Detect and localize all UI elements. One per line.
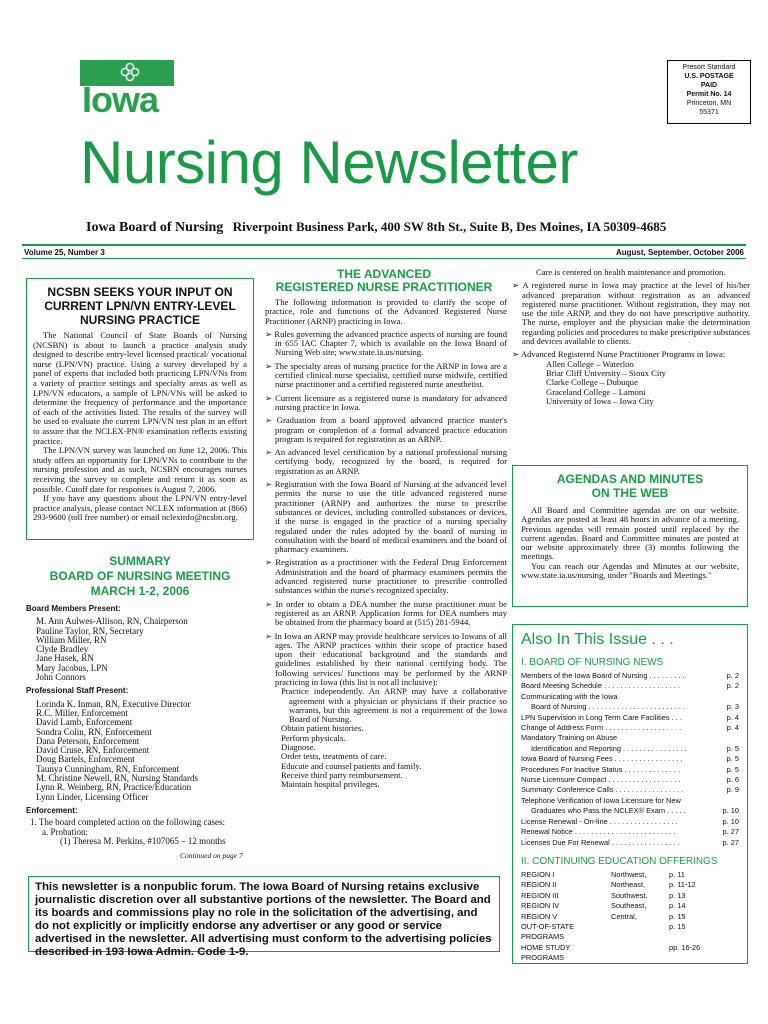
continued-note: Continued on page 7 xyxy=(180,851,243,860)
education-entry xyxy=(521,880,739,890)
presort-line: U.S. POSTAGE xyxy=(684,73,734,80)
toc-entry-page: p. 4 xyxy=(726,712,739,722)
list-item: Clyde Bradley xyxy=(36,644,89,655)
toc-entry-title: Mandatory Training on Abuse xyxy=(521,733,618,743)
education-entry xyxy=(521,943,739,964)
header-rule xyxy=(22,258,746,259)
region-name: REGION IV xyxy=(521,901,560,911)
issue-line xyxy=(24,248,744,257)
region-name: REGION V xyxy=(521,911,558,921)
list-item: John Connors xyxy=(36,672,86,683)
list-item: Clarke College – Dubuque xyxy=(546,377,638,388)
arnp-bullet: ➢ The specialty areas of nursing practice for the ARNP in Iowa are a certified clinical nurse specialist, certified nurse midwife, certified nurse practitioner and a certified registered nurse anesthetist. xyxy=(265,360,507,390)
toc-entry-page: p. 27 xyxy=(722,837,739,847)
logo-wordmark: Iowa xyxy=(82,79,159,120)
list-item: Jane Hasek, RN xyxy=(36,653,94,664)
region-area: Northeast, xyxy=(611,880,646,890)
program-list xyxy=(546,360,750,406)
toc-entry-title: Board of Nursing . . . . . . . . . . . . . . . . . . . . . . . . xyxy=(531,702,686,712)
board-name: Iowa Board of Nursing xyxy=(86,220,224,235)
toc-entry xyxy=(521,775,739,785)
toc-entry-page: p. 5 xyxy=(726,764,739,774)
arnp-bullet: ➢ Advanced Registered Nurse Practitioner Programs in Iowa: xyxy=(512,349,726,360)
region-name: REGION II xyxy=(521,880,557,890)
toc-entry-title: Nurse Licensure Compact . . . . . . . . . . . . . . . . . . xyxy=(521,775,681,785)
region-page: p. 15 xyxy=(669,921,686,931)
region-page: p. 15 xyxy=(669,911,686,921)
toc-entry-title: Board Meeting Schedule . . . . . . . . . . . . . . . . . . . xyxy=(521,681,680,691)
toc-entry-page: p. 4 xyxy=(726,723,739,733)
region-page: p. 11 xyxy=(669,869,685,879)
presort-line: Permit No. 14 xyxy=(686,91,732,98)
service-item: Perform physicals. xyxy=(281,732,346,743)
education-entry xyxy=(521,891,739,901)
summary-body xyxy=(26,604,256,846)
list-item: Dana Peterson, Enforcement xyxy=(36,735,140,746)
ncsbn-paragraph: The LPN/VN survey was launched on June 12, 2006. This study offers an opportunity for LPN/VNs to contribute to the nursing profession and as such, NCSBN encourages nurses receiving the survey to complete and return it as soon as possible. Cutoff date for responses is August 7, 2006. xyxy=(33,445,247,494)
toc-section-heading: II. CONTINUING EDUCATION OFFERINGS xyxy=(521,855,718,867)
education-list xyxy=(521,870,739,964)
members-label: Board Members Present: xyxy=(26,604,121,613)
toc-entry-title: Identification and Reporting . . . . . . . . . . . . . . . . xyxy=(531,743,687,753)
list-item: William Miller, RN xyxy=(36,634,107,645)
presort-line: 55371 xyxy=(699,109,719,116)
list-item: Lynn Linder, Licensing Officer xyxy=(36,791,149,802)
toc-entry xyxy=(521,765,739,775)
toc-entry-page: p. 2 xyxy=(726,681,739,691)
list-item: Allen College – Waterloo xyxy=(546,358,634,369)
arnp-article xyxy=(265,298,507,790)
agenda-heading-line: AGENDAS AND MINUTES xyxy=(556,472,704,486)
toc-entry xyxy=(521,806,739,816)
list-item: Lynn R. Weinberg, RN, Practice/Education xyxy=(36,782,192,793)
region-area: Southeast, xyxy=(611,901,647,911)
toc-section-heading: I. BOARD OF NURSING NEWS xyxy=(521,657,664,668)
arnp-heading-line: THE ADVANCED xyxy=(336,267,431,281)
arnp-heading-line: REGISTERED NURSE PRACTITIONER xyxy=(275,280,493,294)
volume: Volume 25, Number 3 xyxy=(24,248,105,257)
list-item: University of Iowa – Iowa City xyxy=(546,395,654,406)
education-entry xyxy=(521,901,739,911)
list-item: M. Christine Newell, RN, Nursing Standards xyxy=(36,773,198,784)
toc-entry xyxy=(521,692,739,702)
toc-entry-title: Members of the Iowa Board of Nursing . . . . . . . . . xyxy=(521,671,685,680)
list-item: R.C. Miller, Enforcement xyxy=(36,707,128,718)
toc-entry xyxy=(521,744,739,754)
toc-entry-page: p. 9 xyxy=(726,785,739,795)
toc-heading: Also In This Issue . . . xyxy=(521,631,674,648)
members-list xyxy=(36,617,256,682)
toc-entry-page: p. 5 xyxy=(726,754,739,764)
arnp-bullet: ➢ Graduation from a board approved advanced practice master's program or completion of a formal advanced practice education program is required for registration as an ARNP. xyxy=(265,415,507,444)
enforcement-line: a. Probation: xyxy=(42,826,88,837)
newsletter-title: Nursing Newsletter xyxy=(80,129,578,196)
list-item: Graceland College – Lamoni xyxy=(546,386,646,397)
list-item: David Cruse, RN, Enforcement xyxy=(36,745,150,756)
toc-entry xyxy=(521,723,739,733)
arnp-intro: The following information is provided to clarify the scope of practice, role and functions of the Advanced Registered Nurse Practitioner (ARNP) practicing in Iowa. xyxy=(265,297,507,326)
toc-entry-title: Communicating with the Iowa xyxy=(521,691,618,701)
region-page: p. 14 xyxy=(669,901,686,911)
board-line xyxy=(86,219,666,236)
ncsbn-paragraph: The National Council of State Boards of Nursing (NCSBN) is about to launch a practice analysis study designed to describe entry-level licensed practical/ vocational nurse (LPN/VN) practice. Using a survey developed by a panel of experts that included both practicing LPN/VNs from a variety of practice settings and specialty areas as well as LPN/VN educators, a sample of LPN/VNs will be asked to determine the frequency of performance and the importance of each of the activities listed. The results of the survey will be used to evaluate the current LPN/VN test plan in an effort to assure that the NCLEX-PN® examination reflects existing practice. xyxy=(33,330,247,446)
service-item: Practice independently. An ARNP may have a collaborative agreement with a physician or physicians if their practice so warrants, but this agreement is not a requirement of the Iowa Board of Nursing. xyxy=(281,686,507,725)
toc-entry-title: Procedures For Inactive Status . . . . . . . . . . . . . . xyxy=(521,764,680,774)
arnp-bullet: ➢ Registration with the Iowa Board of Nursing at the advanced level permits the nurse to use the title advanced registered nurse practitioner (ARNP) and authorizes the nurse to prescribe substances or devices, including controlled substances or devices, if the nurse is engaged in the practice of a nursing specialty regulated under the rules adopted by the board of nursing in consultation with the board of medical examiners and the board of pharmacy examiners. xyxy=(265,479,507,555)
presort-line: Princeton, MN xyxy=(686,100,732,107)
summary-heading-line: SUMMARY xyxy=(109,554,171,568)
toc-entry xyxy=(521,713,739,723)
list-item: Doug Bartels, Enforcement xyxy=(36,754,135,765)
toc-entry-title: Renewal Notice . . . . . . . . . . . . . . . . . . . . . . . . . xyxy=(521,827,676,837)
region-page: p. 11-12 xyxy=(669,880,696,890)
region-name: REGION III xyxy=(521,890,559,900)
enforcement-line: 1. The board completed action on the following cases: xyxy=(30,817,226,828)
arnp-bullet: ➢ Registration as a practitioner with the Federal Drug Enforcement Administration and the board of pharmacy examiners permits the advanced registered nurse practitioner to prescribe controlled substances within the nurse's recognized specialty. xyxy=(265,557,507,596)
staff-label: Professional Staff Present: xyxy=(26,686,129,696)
toc-entry-page: p. 10 xyxy=(722,816,739,826)
region-name: HOME STUDY PROGRAMS xyxy=(521,942,571,963)
arnp-bullet: ➢ In Iowa an ARNP may provide healthcare services to Iowans of all ages. The ARNP practices within their scope of practice based upon their educational background and the standards and guidelines established by their national certifying body. The following services/ functions may be performed by the ARNP practicing in Iowa (this list is not all inclusive): xyxy=(265,630,507,687)
toc-entry-title: Iowa Board of Nursing Fees . . . . . . . . . . . . . . . . . xyxy=(521,754,683,764)
arnp-continued xyxy=(512,268,750,406)
agenda-paragraph: All Board and Committee agendas are on our website. Agendas are posted at least 48 hours in advance of a meeting. Previous agendas will remain posted until replaced by the current agendas. Board and Committee minutes are posted at our website approximately three (3) months following the meetings. xyxy=(521,505,739,562)
region-page: p. 13 xyxy=(669,890,686,900)
nonpublic-notice: This newsletter is a nonpublic forum. The Iowa Board of Nursing retains exclusive journalistic discretion over all substantive portions of the newsletter. The Board and its boards and commissions play no role in the solicitation of the advertising, and do not explicitly or implicitly endorse any advertiser or any good or service advertised in the newsletter. All advertising must conform to the advertising policies described in 193 Iowa Admin. Code 1-9. xyxy=(28,876,500,952)
list-item: M. Ann Aulwes-Allison, RN, Chairperson xyxy=(36,616,188,627)
summary-heading-line: BOARD OF NURSING MEETING xyxy=(49,569,231,583)
region-area: Southwest, xyxy=(611,890,648,900)
toc-entry-title: Change of Address Form . . . . . . . . . . . . . . . . . . . xyxy=(521,723,682,733)
summary-heading-line: MARCH 1-2, 2006 xyxy=(90,584,190,598)
toc-entry-page: p. 6 xyxy=(726,775,739,785)
toc-entry-page: p. 10 xyxy=(722,806,739,816)
toc-entry xyxy=(521,838,739,848)
service-item: Receive third party reimbursement. xyxy=(281,769,403,780)
toc-entry-page: p. 3 xyxy=(726,702,739,712)
arnp-bullet: ➢ Current licensure as a registered nurse is mandatory for advanced nursing practice in Iowa. xyxy=(265,392,507,412)
presort-line: Presort Standard xyxy=(682,64,736,71)
education-entry xyxy=(521,912,739,922)
toc-entry-title: Licenses Due For Renewal . . . . . . . . . . . . . . . . . xyxy=(521,837,680,847)
region-name: OUT-OF-STATE PROGRAMS xyxy=(521,921,575,942)
toc-entry-page: p. 5 xyxy=(726,743,739,753)
agenda-heading-line: ON THE WEB xyxy=(591,486,669,500)
table-of-contents xyxy=(512,624,748,964)
care-text: Care is centered on health maintenance and promotion. xyxy=(536,267,726,277)
toc-entry xyxy=(521,702,739,712)
toc-entry-title: License Renewal - On-line . . . . . . . . . . . . . . . . . xyxy=(521,816,678,826)
toc-entry-page: p. 27 xyxy=(722,827,739,837)
toc-entry-title: Telephone Verification of Iowa Licensure for New xyxy=(521,795,681,805)
toc-entry xyxy=(521,796,739,806)
toc-entry xyxy=(521,681,739,691)
ncsbn-paragraph: If you have any questions about the LPN/VN entry-level practice analysis, please contact NCLEX information at (866) 293-9600 (toll free number) or email nclexinfo@ncsbn.org. xyxy=(33,493,247,523)
presort-line: PAID xyxy=(700,82,718,89)
arnp-bullet: ➢ Rules governing the advanced practice aspects of nursing are found in 655 IAC Chapter 7, which is available on the Iowa Board of Nursing Web site; www.state.ia.us/nursing. xyxy=(265,328,507,358)
issue-date: August, September, October 2006 xyxy=(615,248,744,257)
list-item: Lorinda K. Inman, RN, Executive Director xyxy=(36,698,191,709)
list-item: Taunya Cunningham, RN, Enforcement xyxy=(36,763,180,774)
toc-entry xyxy=(521,817,739,827)
toc-entry xyxy=(521,785,739,795)
service-item: Maintain hospital privileges. xyxy=(281,779,380,790)
toc-entry xyxy=(521,733,739,743)
toc-entry-page: p. 2 xyxy=(726,671,739,680)
toc-list xyxy=(521,671,739,848)
list-item: Mary Jacobus, LPN xyxy=(36,662,108,673)
agenda-paragraph: You can reach our Agendas and Minutes at our website, www.state.ia.us/nursing, under "Boards and Meetings." xyxy=(521,560,739,581)
toc-entry-title: Summary: Conference Calls . . . . . . . . . . . . . . . . . xyxy=(521,785,684,795)
toc-entry-title: Graduates who Pass the NCLEX® Exam . . . . . xyxy=(531,806,686,816)
region-area: Northwest, xyxy=(611,869,647,879)
toc-entry xyxy=(521,754,739,764)
ncsbn-heading: NCSBN SEEKS YOUR INPUT ON CURRENT LPN/VN ENTRY-LEVEL NURSING PRACTICE xyxy=(44,285,236,327)
header-rule xyxy=(22,244,746,246)
region-name: REGION I xyxy=(521,869,555,879)
arnp-heading xyxy=(262,268,506,294)
postage-box xyxy=(667,60,751,124)
education-entry xyxy=(521,870,739,880)
service-item: Obtain patient histories. xyxy=(281,723,364,734)
list-item: Pauline Taylor, RN, Secretary xyxy=(36,625,144,636)
region-page: pp. 16-26 xyxy=(669,942,701,952)
iowa-logo xyxy=(80,60,174,120)
ncsbn-article xyxy=(26,278,254,540)
service-item: Educate and counsel patients and family. xyxy=(281,760,422,771)
service-item: Diagnose. xyxy=(281,742,316,753)
list-item: Briar Cliff University – Sioux City xyxy=(546,367,666,378)
agenda-article xyxy=(512,465,748,607)
region-area xyxy=(611,943,669,964)
toc-entry-title: LPN Supervision in Long Term Care Facilities . . . xyxy=(521,712,682,722)
service-item: Order tests, treatments of care. xyxy=(281,751,387,762)
arnp-bullet: ➢ An advanced level certification by a national professional nursing certifying body, recognized by the board, is required for registration as an ARNP. xyxy=(265,447,507,476)
staff-list xyxy=(36,700,256,802)
region-area xyxy=(611,922,669,943)
list-item: Sondra Colin, RN, Enforcement xyxy=(36,726,152,737)
enforcement-line: (1) Theresa M. Perkins, #107065 – 12 months xyxy=(60,835,226,846)
agenda-heading xyxy=(521,472,739,500)
arnp-bullet: ➢ In order to obtain a DEA number the nurse practitioner must be registered as an ARNP. Application forms for DEA numbers may be obtained from the pharmacy board at (515) 281-5944. xyxy=(265,598,507,628)
list-item: David Lamb, Enforcement xyxy=(36,717,133,728)
arnp-bullet: ➢ A registered nurse in Iowa may practice at the level of his/her advanced preparation without registration as an advanced registered nurse practitioner. Without registration, they may not use the title ARNP, and they do not have prescriptive authority. The nurse, employer and the physician make the determination regarding policies and procedures to make prescriptive substances and devices available to clients. xyxy=(512,280,750,347)
board-address: Riverpoint Business Park, 400 SW 8th St., Suite B, Des Moines, IA 50309-4685 xyxy=(232,219,667,234)
toc-entry xyxy=(521,827,739,837)
toc-entry xyxy=(521,671,739,681)
summary-heading xyxy=(26,554,254,599)
enforcement-label: Enforcement: xyxy=(26,805,78,815)
region-area: Central, xyxy=(611,911,637,921)
education-entry xyxy=(521,922,739,943)
